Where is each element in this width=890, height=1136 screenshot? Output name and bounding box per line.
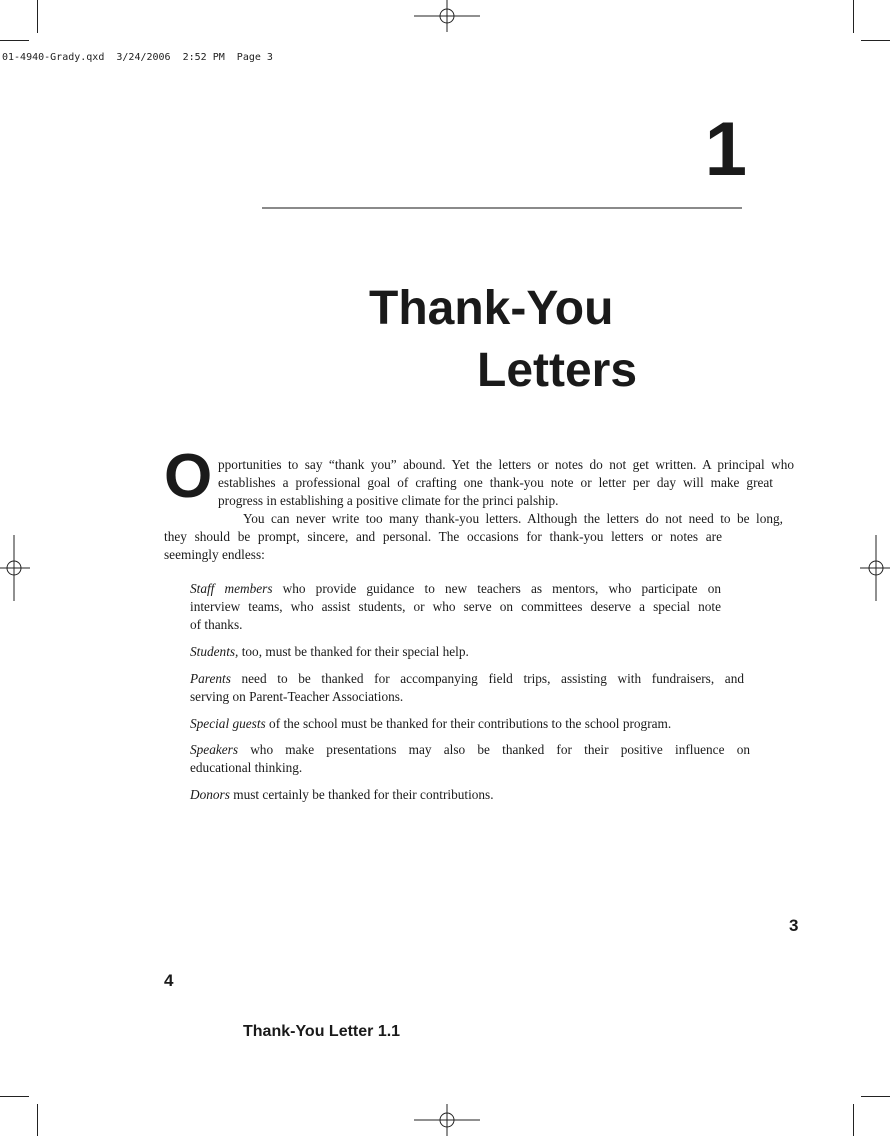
list-item-text: who provide guidance to new teachers as mentors, who participate on xyxy=(272,581,721,596)
list-item xyxy=(190,715,671,733)
page-number-left: 4 xyxy=(164,971,174,990)
registration-mark-left xyxy=(0,535,32,601)
list-item xyxy=(190,741,750,759)
list-item-text: educational thinking. xyxy=(190,760,303,775)
section-subheading: Thank-You Letter 1.1 xyxy=(243,1023,401,1040)
crop-mark-top-left-horizontal xyxy=(0,40,29,41)
list-item-term: Special guests xyxy=(190,716,266,731)
paragraph-line: You can never write too many thank-you letters. Although the letters do not need to be long, xyxy=(243,511,783,526)
intro-line: progress in establishing a positive climate for the princi palship. xyxy=(218,493,559,508)
list-item xyxy=(190,786,494,804)
list-item-text: of thanks. xyxy=(190,617,243,632)
list-item xyxy=(190,643,469,661)
intro-line: establishes a professional goal of crafting one thank-you note or letter per day will make great xyxy=(218,475,773,490)
crop-mark-bottom-left-vertical xyxy=(37,1104,38,1136)
registration-mark-bottom xyxy=(414,1102,480,1136)
intro-line: pportunities to say “thank you” abound. Yet the letters or notes do not get written. A principal who xyxy=(218,457,794,472)
crop-mark-bottom-left-horizontal xyxy=(0,1096,29,1097)
paragraph-line: they should be prompt, sincere, and personal. The occasions for thank-you letters or notes are xyxy=(164,529,722,544)
crop-mark-top-left-vertical xyxy=(37,0,38,33)
list-item-term: Parents xyxy=(190,671,231,686)
drop-cap: O xyxy=(164,442,213,511)
list-item-text: serving on Parent-Teacher Associations. xyxy=(190,689,404,704)
print-slug: 01-4940-Grady.qxd 3/24/2006 2:52 PM Page 3 xyxy=(2,52,273,63)
page-number-right: 3 xyxy=(789,916,799,935)
list-item-term: Speakers xyxy=(190,742,238,757)
paragraph-line: seemingly endless: xyxy=(164,547,265,562)
list-item xyxy=(190,670,744,688)
list-item-text: too, must be thanked for their special help. xyxy=(238,644,469,659)
list-item-term: Donors xyxy=(190,787,230,802)
chapter-number: 1 xyxy=(704,107,747,192)
crop-mark-top-right-horizontal xyxy=(861,40,890,41)
list-item-text: of the school must be thanked for their contributions to the school program. xyxy=(265,716,672,731)
list-item xyxy=(190,580,721,598)
crop-mark-bottom-right-vertical xyxy=(853,1104,854,1136)
crop-mark-top-right-vertical xyxy=(853,0,854,33)
registration-mark-top xyxy=(414,0,480,34)
list-item-text: interview teams, who assist students, or who serve on committees deserve a special note xyxy=(190,599,721,614)
chapter-title-line-1: Thank-You xyxy=(369,282,614,335)
list-item-term: Staff members xyxy=(190,581,273,596)
registration-mark-right xyxy=(858,535,890,601)
list-item-text: need to be thanked for accompanying field trips, assisting with fundraisers, and xyxy=(230,671,744,686)
chapter-title-line-2: Letters xyxy=(477,344,638,397)
crop-mark-bottom-right-horizontal xyxy=(861,1096,890,1097)
list-item-text: who make presentations may also be thanked for their positive influence on xyxy=(238,742,750,757)
list-item-text: must certainly be thanked for their contributions. xyxy=(229,787,494,802)
chapter-rule xyxy=(262,207,742,209)
list-item-term: Students, xyxy=(190,644,239,659)
